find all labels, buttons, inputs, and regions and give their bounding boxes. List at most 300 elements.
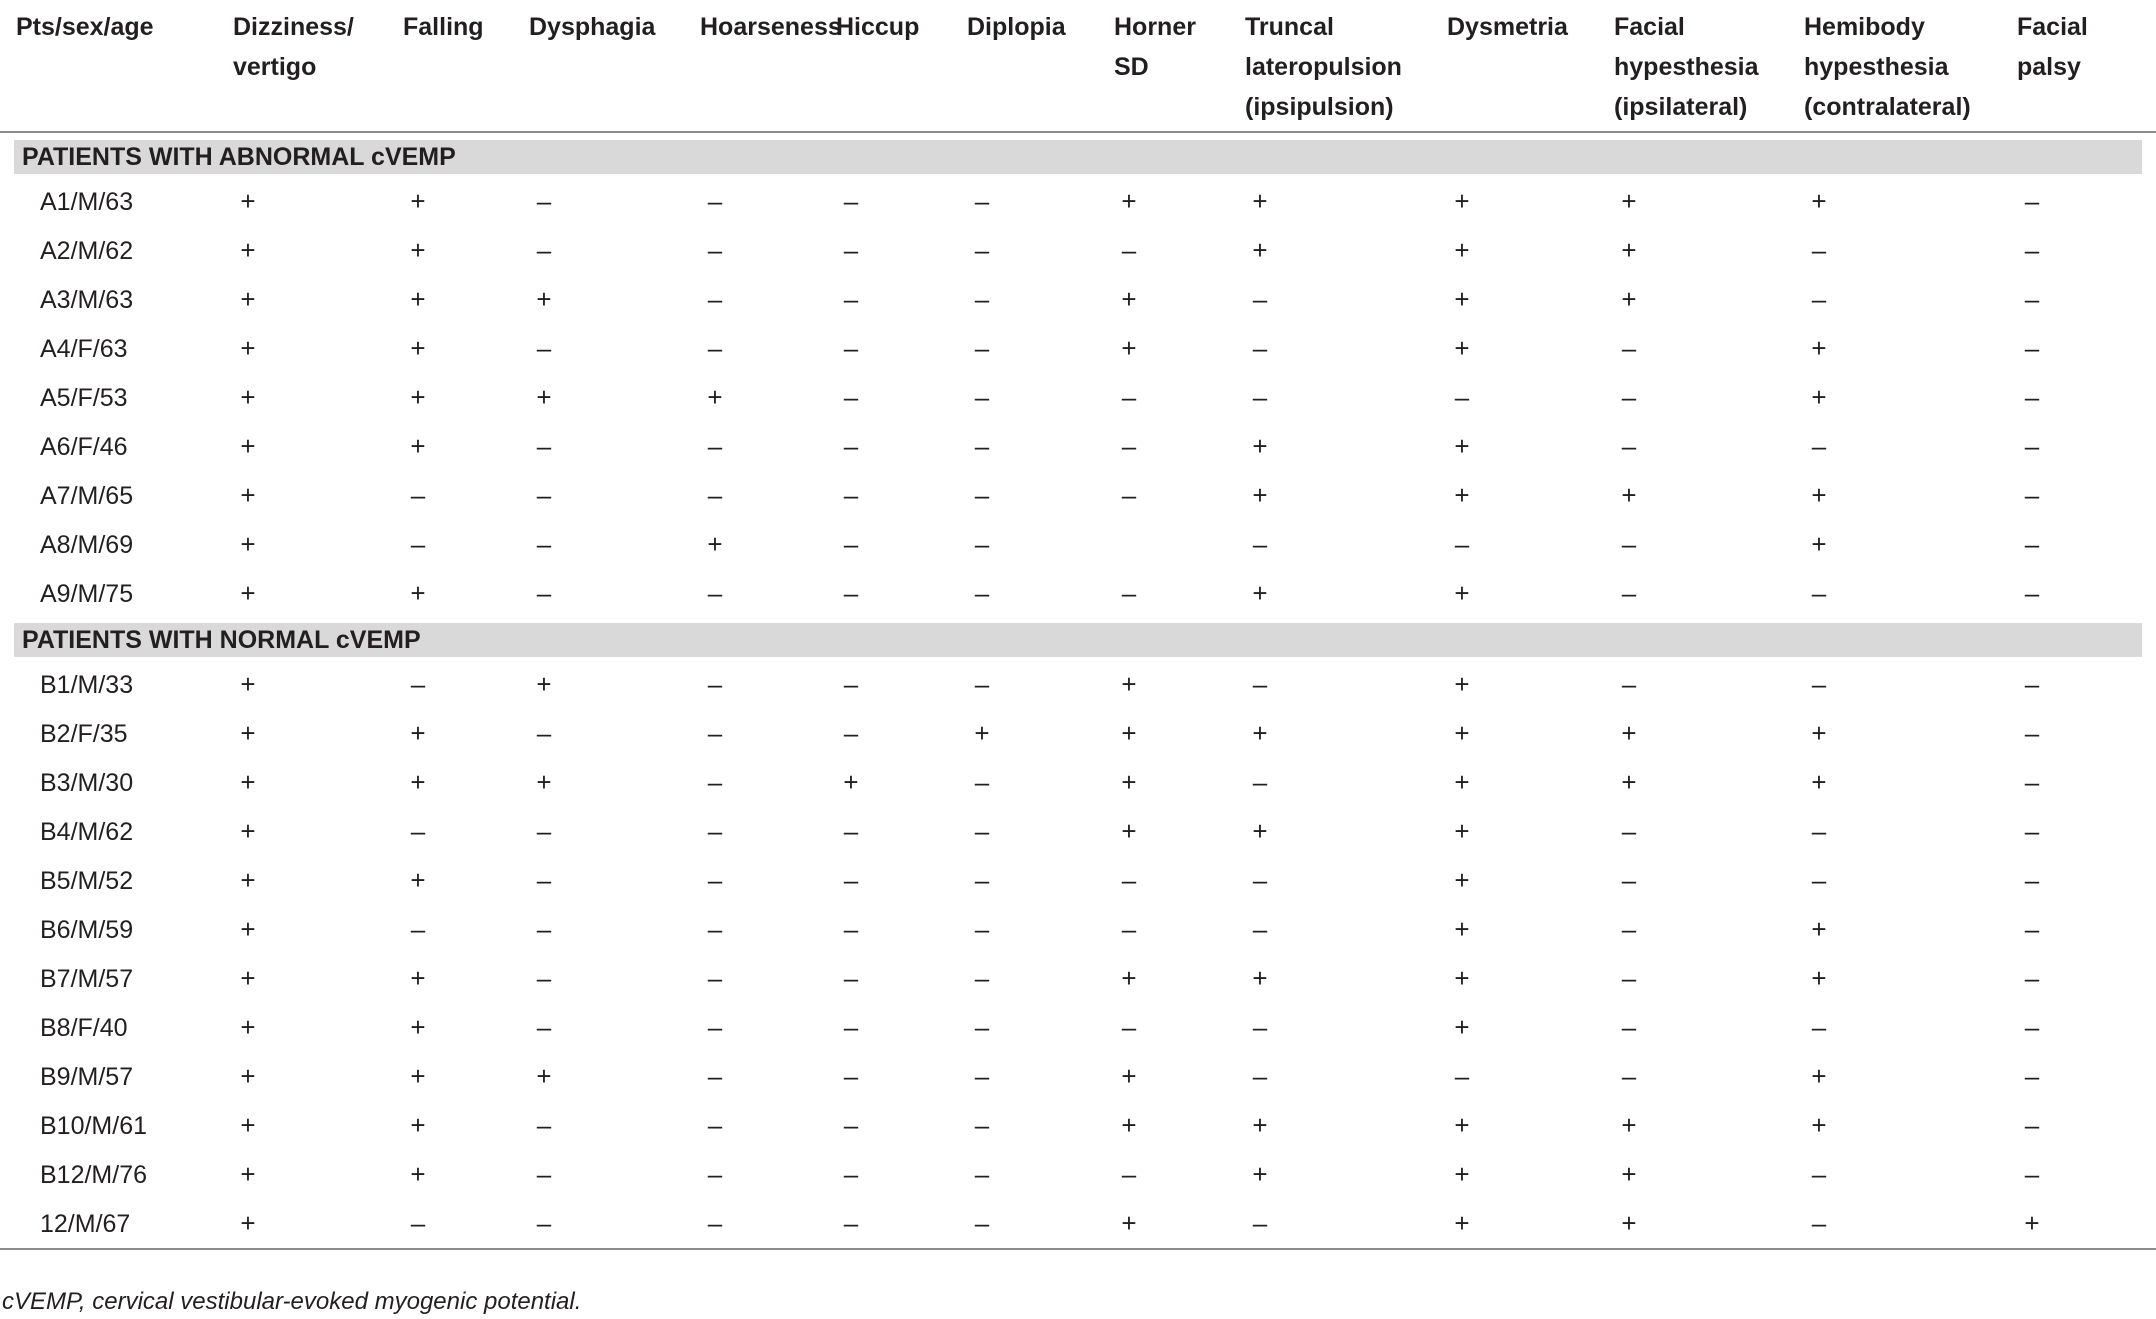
finding-value: +: [1454, 1159, 1470, 1189]
finding-value: –: [974, 1061, 990, 1091]
finding-cell-falling: [403, 422, 529, 471]
finding-value: +: [1252, 963, 1268, 993]
finding-cell-dizziness-vertigo: [233, 709, 403, 758]
finding-cell-hemibody-hypesthesia: [1804, 758, 2017, 807]
patient-id-cell: 12/M/67: [0, 1199, 233, 1249]
finding-cell-dysmetria: [1447, 807, 1614, 856]
finding-cell-dizziness-vertigo: [233, 1150, 403, 1199]
finding-cell-truncal-lateropulsion: [1245, 1150, 1447, 1199]
finding-value: +: [1454, 767, 1470, 797]
finding-value: –: [974, 1159, 990, 1189]
finding-value: –: [2024, 1110, 2040, 1140]
finding-value: +: [1454, 914, 1470, 944]
finding-cell-dizziness-vertigo: [233, 905, 403, 954]
finding-cell-hoarseness: [700, 275, 836, 324]
finding-cell-hiccup: [836, 373, 967, 422]
finding-value: –: [1811, 1012, 1827, 1042]
finding-value: –: [536, 1208, 552, 1238]
finding-cell-facial-palsy: [2017, 1003, 2156, 1052]
finding-value: +: [240, 865, 256, 895]
finding-value: –: [2024, 529, 2040, 559]
finding-value: –: [1811, 1159, 1827, 1189]
finding-value: +: [1252, 816, 1268, 846]
finding-cell-horner-sd: [1114, 324, 1245, 373]
finding-cell-facial-hypesthesia: [1614, 373, 1804, 422]
finding-cell-facial-palsy: [2017, 373, 2156, 422]
finding-value: –: [707, 480, 723, 510]
finding-cell-truncal-lateropulsion: [1245, 1199, 1447, 1249]
finding-cell-hiccup: [836, 520, 967, 569]
column-header-horner-sd: [1114, 0, 1245, 132]
finding-value: –: [1454, 529, 1470, 559]
finding-value: –: [1811, 865, 1827, 895]
finding-value: +: [1252, 718, 1268, 748]
finding-cell-horner-sd: [1114, 856, 1245, 905]
finding-cell-hiccup: [836, 660, 967, 709]
finding-cell-dizziness-vertigo: [233, 177, 403, 226]
finding-value: +: [1252, 578, 1268, 608]
column-header-line: Facial: [1614, 13, 1685, 41]
finding-value: –: [1121, 914, 1137, 944]
finding-cell-hiccup: [836, 954, 967, 1003]
patient-id-cell: B7/M/57: [40, 964, 134, 993]
finding-cell-dysmetria: [1447, 954, 1614, 1003]
finding-cell-diplopia: [967, 709, 1114, 758]
finding-cell-dysmetria: [1447, 1101, 1614, 1150]
finding-cell-hoarseness: [700, 954, 836, 1003]
column-header-line: palsy: [2017, 53, 2081, 81]
finding-cell-facial-hypesthesia: [1614, 1101, 1804, 1150]
finding-cell-horner-sd: [1114, 905, 1245, 954]
finding-cell-falling: [403, 856, 529, 905]
finding-cell-hemibody-hypesthesia: [1804, 1052, 2017, 1101]
finding-cell-hoarseness: [700, 226, 836, 275]
finding-cell-hemibody-hypesthesia: [1804, 1150, 2017, 1199]
finding-cell-diplopia: [967, 471, 1114, 520]
finding-cell-facial-palsy: [2017, 275, 2156, 324]
finding-value: –: [707, 718, 723, 748]
finding-cell-facial-hypesthesia: [1614, 324, 1804, 373]
finding-value: –: [843, 669, 859, 699]
finding-cell-dysphagia: [529, 1150, 700, 1199]
finding-value: +: [707, 529, 723, 559]
finding-cell-dysphagia: [529, 709, 700, 758]
finding-value: –: [2024, 578, 2040, 608]
section-cell: [0, 618, 2156, 660]
finding-cell-facial-hypesthesia: [1614, 226, 1804, 275]
table-row: [0, 569, 2156, 618]
finding-value: +: [240, 382, 256, 412]
finding-value: +: [1121, 333, 1137, 363]
finding-cell-facial-hypesthesia: [1614, 520, 1804, 569]
finding-value: +: [1621, 284, 1637, 314]
finding-cell-hiccup: [836, 1150, 967, 1199]
finding-cell-hemibody-hypesthesia: [1804, 422, 2017, 471]
finding-value: +: [1454, 718, 1470, 748]
finding-value: –: [1621, 963, 1637, 993]
table-row: [0, 709, 2156, 758]
finding-value: –: [974, 284, 990, 314]
finding-value: –: [843, 284, 859, 314]
column-header-dizziness-vertigo: [233, 0, 403, 132]
finding-cell-hoarseness: [700, 660, 836, 709]
table-header: [0, 0, 2156, 132]
finding-cell-diplopia: [967, 324, 1114, 373]
finding-value: –: [2024, 767, 2040, 797]
finding-cell-dysmetria: [1447, 709, 1614, 758]
finding-value: –: [974, 1012, 990, 1042]
finding-value: –: [536, 529, 552, 559]
finding-value: +: [240, 333, 256, 363]
column-header-facial-hypesthesia: [1614, 0, 1804, 132]
finding-cell-hemibody-hypesthesia: [1804, 807, 2017, 856]
finding-value: –: [1454, 1061, 1470, 1091]
finding-value: +: [1454, 816, 1470, 846]
finding-cell-dizziness-vertigo: [233, 520, 403, 569]
finding-cell-dizziness-vertigo: [233, 1101, 403, 1150]
finding-cell-hemibody-hypesthesia: [1804, 569, 2017, 618]
table-row: [0, 660, 2156, 709]
finding-value: +: [1811, 382, 1827, 412]
finding-value: +: [410, 382, 426, 412]
finding-cell-truncal-lateropulsion: [1245, 856, 1447, 905]
finding-cell-hiccup: [836, 177, 967, 226]
finding-value: +: [410, 235, 426, 265]
column-header-hoarseness: [700, 0, 842, 132]
finding-value: +: [536, 1061, 552, 1091]
finding-value: –: [1121, 431, 1137, 461]
finding-value: –: [1454, 382, 1470, 412]
finding-value: –: [843, 914, 859, 944]
finding-cell-hemibody-hypesthesia: [1804, 177, 2017, 226]
finding-cell-dysmetria: [1447, 471, 1614, 520]
finding-value: +: [1454, 578, 1470, 608]
finding-value: –: [410, 669, 426, 699]
finding-cell-horner-sd: [1114, 471, 1245, 520]
finding-cell-falling: [403, 275, 529, 324]
finding-cell-diplopia: [967, 954, 1114, 1003]
finding-value: +: [410, 1012, 426, 1042]
finding-value: –: [974, 1110, 990, 1140]
finding-cell-hemibody-hypesthesia: [1804, 226, 2017, 275]
column-header-falling: [403, 0, 529, 132]
finding-value: –: [843, 431, 859, 461]
patient-id-cell: A6/F/46: [40, 432, 128, 461]
finding-cell-dysmetria: [1447, 1150, 1614, 1199]
finding-value: –: [536, 431, 552, 461]
column-header-dysmetria: [1447, 0, 1614, 132]
finding-value: +: [536, 767, 552, 797]
finding-cell-hoarseness: [700, 324, 836, 373]
column-header-diplopia: [967, 0, 1114, 132]
finding-cell-diplopia: [967, 422, 1114, 471]
finding-cell-facial-hypesthesia: [1614, 569, 1804, 618]
finding-value: +: [410, 186, 426, 216]
finding-value: –: [843, 382, 859, 412]
finding-value: +: [1621, 1208, 1637, 1238]
finding-cell-hoarseness: [700, 520, 836, 569]
finding-cell-truncal-lateropulsion: [1245, 1101, 1447, 1150]
finding-value: –: [410, 480, 426, 510]
finding-value: +: [1811, 1110, 1827, 1140]
finding-cell-hoarseness: [700, 177, 836, 226]
finding-cell-facial-palsy: [2017, 807, 2156, 856]
finding-value: –: [707, 578, 723, 608]
finding-value: +: [410, 1061, 426, 1091]
finding-value: +: [1121, 816, 1137, 846]
finding-cell-dysmetria: [1447, 422, 1614, 471]
finding-cell-hemibody-hypesthesia: [1804, 471, 2017, 520]
finding-value: +: [1811, 914, 1827, 944]
finding-value: –: [974, 865, 990, 895]
finding-cell-falling: [403, 758, 529, 807]
patient-id-cell: A4/F/63: [40, 334, 128, 363]
finding-value: +: [1621, 767, 1637, 797]
finding-cell-falling: [403, 1003, 529, 1052]
finding-value: –: [1621, 382, 1637, 412]
finding-cell-dysmetria: [1447, 1003, 1614, 1052]
finding-cell-dysphagia: [529, 471, 700, 520]
patient-id-cell: B9/M/57: [40, 1062, 134, 1091]
finding-value: –: [1252, 669, 1268, 699]
table-row: [0, 373, 2156, 422]
finding-cell-falling: [403, 660, 529, 709]
finding-value: –: [1252, 865, 1268, 895]
finding-cell-horner-sd: [1114, 177, 1245, 226]
finding-cell-hemibody-hypesthesia: [1804, 324, 2017, 373]
finding-value: –: [843, 865, 859, 895]
finding-cell-dizziness-vertigo: [233, 954, 403, 1003]
column-header-line: (contralateral): [1804, 93, 1971, 121]
finding-value: –: [536, 1110, 552, 1140]
finding-cell-facial-palsy: [2017, 324, 2156, 373]
finding-value: +: [1621, 480, 1637, 510]
column-header-line: lateropulsion: [1245, 53, 1402, 81]
finding-cell-diplopia: [967, 569, 1114, 618]
finding-cell-diplopia: [967, 807, 1114, 856]
finding-value: –: [1621, 1012, 1637, 1042]
finding-value: –: [410, 529, 426, 559]
finding-cell-diplopia: [967, 1052, 1114, 1101]
table-row: [0, 275, 2156, 324]
finding-cell-facial-palsy: [2017, 520, 2156, 569]
finding-value: –: [1252, 284, 1268, 314]
finding-cell-dizziness-vertigo: [233, 471, 403, 520]
column-header-line: Dysmetria: [1447, 13, 1568, 41]
column-header-truncal-lateropulsion: [1245, 0, 1447, 132]
table-row: [0, 177, 2156, 226]
finding-cell-dysmetria: [1447, 569, 1614, 618]
finding-value: –: [843, 1110, 859, 1140]
column-header-line: (ipsilateral): [1614, 93, 1748, 121]
finding-cell-hiccup: [836, 1052, 967, 1101]
finding-value: +: [240, 284, 256, 314]
finding-value: –: [707, 914, 723, 944]
finding-cell-horner-sd: [1114, 758, 1245, 807]
finding-value: –: [974, 669, 990, 699]
finding-value: –: [1121, 1012, 1137, 1042]
finding-cell-horner-sd: [1114, 226, 1245, 275]
table-row: [0, 422, 2156, 471]
finding-value: –: [974, 382, 990, 412]
finding-value: –: [707, 1208, 723, 1238]
finding-value: +: [1621, 718, 1637, 748]
finding-value: +: [410, 1159, 426, 1189]
finding-cell-falling: [403, 177, 529, 226]
finding-value: +: [1252, 1159, 1268, 1189]
patient-id-cell: B4/M/62: [40, 817, 134, 846]
finding-cell-dysphagia: [529, 1101, 700, 1150]
finding-value: +: [410, 578, 426, 608]
patient-id-cell: B1/M/33: [40, 670, 134, 699]
finding-value: –: [2024, 816, 2040, 846]
finding-cell-hoarseness: [700, 856, 836, 905]
finding-value: –: [707, 284, 723, 314]
finding-cell-dysmetria: [1447, 275, 1614, 324]
finding-cell-dysphagia: [529, 324, 700, 373]
section-row: [0, 618, 2156, 660]
finding-cell-hemibody-hypesthesia: [1804, 1003, 2017, 1052]
finding-value: –: [1811, 669, 1827, 699]
table-footnote: cVEMP, cervical vestibular-evoked myogenic potential.: [2, 1288, 582, 1315]
finding-cell-horner-sd: [1114, 1101, 1245, 1150]
finding-value: +: [1811, 529, 1827, 559]
column-header-line: Hiccup: [836, 13, 920, 41]
finding-cell-hoarseness: [700, 1003, 836, 1052]
finding-value: +: [1454, 1012, 1470, 1042]
patient-id-cell: A8/M/69: [40, 530, 134, 559]
finding-cell-facial-hypesthesia: [1614, 1150, 1804, 1199]
finding-value: –: [536, 235, 552, 265]
finding-value: –: [2024, 284, 2040, 314]
finding-value: +: [1454, 284, 1470, 314]
finding-cell-hiccup: [836, 1101, 967, 1150]
finding-value: –: [843, 1012, 859, 1042]
finding-cell-dysphagia: [529, 275, 700, 324]
finding-value: –: [974, 235, 990, 265]
finding-value: +: [1811, 963, 1827, 993]
finding-value: –: [536, 816, 552, 846]
finding-cell-diplopia: [967, 905, 1114, 954]
finding-cell-dysphagia: [529, 758, 700, 807]
patient-id-cell: A5/F/53: [40, 383, 128, 412]
finding-value: –: [707, 235, 723, 265]
finding-cell-hemibody-hypesthesia: [1804, 905, 2017, 954]
finding-cell-hoarseness: [700, 569, 836, 618]
finding-cell-facial-palsy: [2017, 569, 2156, 618]
finding-cell-truncal-lateropulsion: [1245, 373, 1447, 422]
finding-cell-diplopia: [967, 1150, 1114, 1199]
table-body: [0, 132, 2156, 1249]
finding-cell-hemibody-hypesthesia: [1804, 520, 2017, 569]
column-header-line: vertigo: [233, 53, 317, 81]
finding-value: –: [843, 333, 859, 363]
finding-value: +: [1811, 718, 1827, 748]
column-header-facial-palsy: [2017, 0, 2156, 132]
finding-cell-hemibody-hypesthesia: [1804, 660, 2017, 709]
finding-value: +: [410, 767, 426, 797]
finding-cell-hiccup: [836, 1003, 967, 1052]
finding-value: +: [1454, 1110, 1470, 1140]
finding-value: –: [2024, 1159, 2040, 1189]
finding-value: +: [410, 963, 426, 993]
column-header-line: hypesthesia: [1804, 53, 1949, 81]
finding-value: +: [1454, 431, 1470, 461]
finding-cell-truncal-lateropulsion: [1245, 660, 1447, 709]
patient-id-cell: B3/M/30: [40, 768, 134, 797]
finding-value: –: [410, 914, 426, 944]
finding-cell-facial-hypesthesia: [1614, 660, 1804, 709]
finding-cell-falling: [403, 709, 529, 758]
finding-value: +: [240, 235, 256, 265]
finding-cell-dysphagia: [529, 373, 700, 422]
finding-value: –: [843, 529, 859, 559]
finding-cell-facial-palsy: [2017, 226, 2156, 275]
finding-value: +: [536, 284, 552, 314]
finding-cell-falling: [403, 1052, 529, 1101]
finding-value: –: [843, 235, 859, 265]
finding-cell-facial-hypesthesia: [1614, 856, 1804, 905]
finding-value: –: [1121, 480, 1137, 510]
finding-cell-diplopia: [967, 660, 1114, 709]
finding-value: –: [2024, 235, 2040, 265]
section-title: PATIENTS WITH ABNORMAL cVEMP: [14, 140, 2142, 174]
finding-value: –: [536, 1012, 552, 1042]
finding-cell-falling: [403, 807, 529, 856]
finding-cell-truncal-lateropulsion: [1245, 569, 1447, 618]
finding-cell-dysphagia: [529, 905, 700, 954]
finding-cell-hiccup: [836, 422, 967, 471]
finding-cell-facial-hypesthesia: [1614, 1199, 1804, 1249]
finding-cell-truncal-lateropulsion: [1245, 758, 1447, 807]
finding-value: +: [1121, 186, 1137, 216]
finding-cell-falling: [403, 324, 529, 373]
finding-cell-facial-hypesthesia: [1614, 422, 1804, 471]
finding-cell-hemibody-hypesthesia: [1804, 856, 2017, 905]
finding-cell-falling: [403, 1199, 529, 1249]
finding-value: +: [240, 1208, 256, 1238]
finding-cell-hiccup: [836, 275, 967, 324]
finding-cell-dysphagia: [529, 1052, 700, 1101]
finding-value: –: [974, 333, 990, 363]
finding-cell-facial-palsy: [2017, 471, 2156, 520]
column-header-hemibody-hypesthesia: [1804, 0, 2017, 132]
finding-cell-hoarseness: [700, 807, 836, 856]
finding-value: +: [240, 578, 256, 608]
finding-cell-hoarseness: [700, 758, 836, 807]
finding-value: +: [1454, 1208, 1470, 1238]
finding-value: –: [1621, 816, 1637, 846]
finding-value: –: [2024, 1012, 2040, 1042]
finding-value: –: [843, 963, 859, 993]
table-row: [0, 758, 2156, 807]
finding-cell-horner-sd: [1114, 373, 1245, 422]
finding-cell-horner-sd: [1114, 1150, 1245, 1199]
finding-value: +: [1621, 1110, 1637, 1140]
section-title: PATIENTS WITH NORMAL cVEMP: [14, 623, 2142, 657]
finding-value: +: [1121, 963, 1137, 993]
patient-id-cell: A9/M/75: [40, 579, 134, 608]
finding-value: –: [843, 1061, 859, 1091]
finding-cell-horner-sd: [1114, 422, 1245, 471]
finding-value: +: [536, 382, 552, 412]
finding-cell-facial-palsy: [2017, 660, 2156, 709]
table-row: [0, 520, 2156, 569]
finding-value: –: [536, 865, 552, 895]
finding-value: –: [2024, 669, 2040, 699]
finding-cell-facial-hypesthesia: [1614, 758, 1804, 807]
finding-cell-dysmetria: [1447, 520, 1614, 569]
